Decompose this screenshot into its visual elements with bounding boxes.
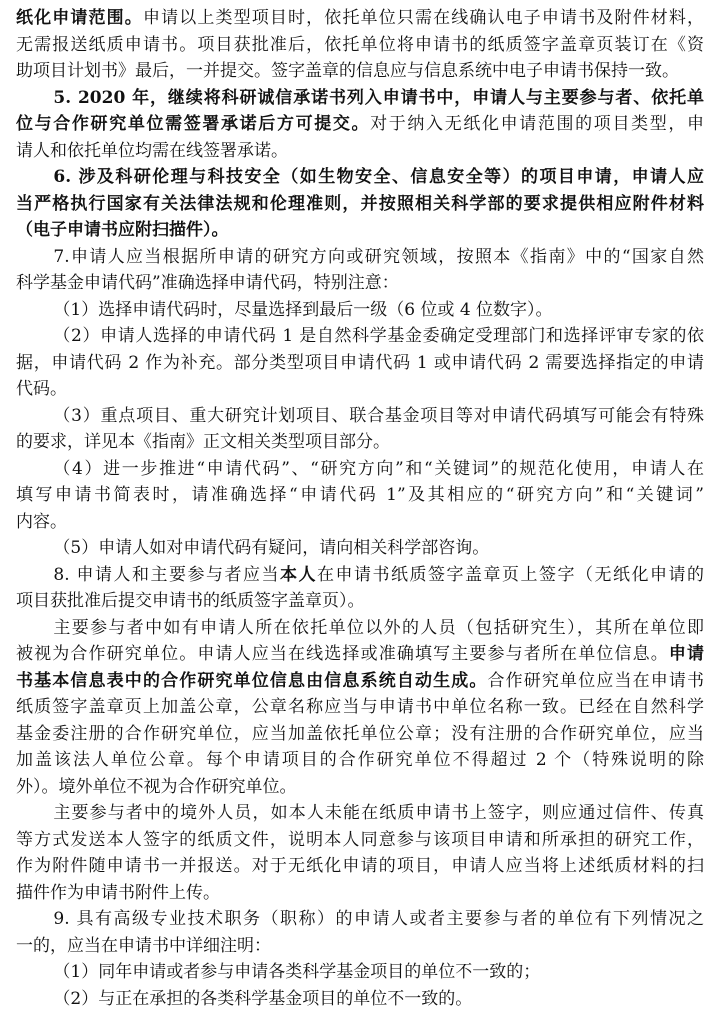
text-run: 描件作为申请书附件上传。	[16, 882, 220, 903]
text-run: 项目获批准后提交申请书的纸质签字盖章页）。	[16, 591, 365, 611]
paragraph	[16, 562, 704, 615]
text-line	[16, 429, 704, 456]
bold-text-run: 书基本信息表中的合作研究单位信息由信息系统自动生成。	[16, 670, 488, 691]
paragraph	[16, 164, 704, 244]
text-run: 纸质签字盖章页上加盖公章，公章名称应当与申请书中单位名称一致。已经在自然科学	[16, 697, 704, 717]
text-run: 9. 具有高级专业技术职务（职称）的申请人或者主要参与者的单位有下列情况之	[53, 909, 704, 929]
text-line	[16, 111, 704, 138]
text-run: 基金委注册的合作研究单位，应当加盖依托单位公章；没有注册的合作研究单位，应当	[16, 723, 704, 744]
text-line	[16, 959, 704, 986]
text-line	[16, 244, 704, 271]
text-line	[16, 191, 704, 218]
bold-text-run: 纸化申请范围。	[16, 8, 143, 28]
text-line	[16, 986, 704, 1013]
text-line	[16, 164, 704, 191]
bold-text-run: （电子申请书应附扫描件）。	[16, 220, 229, 240]
text-run: 在申请书纸质签字盖章页上签字（无纸化申请的	[317, 564, 704, 585]
text-run: 外）。境外单位不视为合作研究单位。	[16, 776, 297, 797]
text-run: 无需报送纸质申请书。项目获批准后，依托单位将申请书的纸质签字盖章页装订在《资	[16, 34, 704, 55]
text-run: 一的，应当在申请书中详细注明：	[16, 935, 271, 956]
text-line	[16, 588, 704, 615]
text-line	[16, 350, 704, 377]
text-line	[16, 774, 704, 801]
text-run: 加盖该法人单位公章。每个申请项目的合作研究单位不得超过 2 个（特殊说明的除	[16, 750, 704, 770]
bold-text-run: 6. 涉及科研伦理与科技安全（如生物安全、信息安全等）的项目申请，申请人应	[53, 167, 704, 187]
text-line	[16, 32, 704, 59]
text-run: 请人和依托单位均需在线签署承诺。	[16, 140, 288, 161]
paragraph	[16, 456, 704, 536]
paragraph	[16, 906, 704, 959]
text-line	[16, 721, 704, 748]
text-line	[16, 933, 704, 960]
paragraph	[16, 85, 704, 165]
text-run: 等方式发送本人签字的纸质文件，说明本人同意参与该项目申请和所承担的研究工作，	[16, 829, 704, 850]
text-run: 助项目计划书》最后，一并提交。签字盖章的信息应与信息系统中电子申请书保持一致。	[16, 61, 679, 81]
text-run: 合作研究单位应当在申请书	[487, 670, 704, 691]
text-run: （1）选择申请代码时，尽量选择到最后一级（6 位或 4 位数字）。	[53, 299, 553, 320]
text-line	[16, 827, 704, 854]
bold-text-run: 申请	[668, 644, 704, 664]
text-line	[16, 853, 704, 880]
text-line	[16, 297, 704, 324]
paragraph	[16, 535, 704, 562]
text-run: （4）进一步推进“申请代码”、“研究方向”和“关键词”的规范化使用，申请人在	[53, 458, 704, 479]
text-run: 对于纳入无纸化申请范围的项目类型，申	[370, 114, 704, 134]
text-run: 代码。	[16, 379, 67, 399]
paragraph	[16, 403, 704, 456]
text-line	[16, 482, 704, 509]
text-run: 8. 申请人和主要参与者应当	[53, 564, 281, 585]
bold-text-run: 位与合作研究单位需签署承诺后方可提交。	[16, 114, 371, 134]
text-run: 7.申请人应当根据所申请的研究方向或研究领域，按照本《指南》中的“国家自然	[53, 246, 704, 267]
text-run: （2）申请人选择的申请代码 1 是自然科学基金委确定受理部门和选择评审专家的依	[53, 326, 704, 346]
paragraph	[16, 959, 704, 986]
text-line	[16, 535, 704, 562]
text-line	[16, 509, 704, 536]
bold-text-run: 当严格执行国家有关法律法规和伦理准则，并按照相关科学部的要求提供相应附件材料	[16, 193, 704, 214]
paragraph	[16, 986, 704, 1013]
text-run: 据，申请代码 2 作为补充。部分类型项目申请代码 1 或申请代码 2 需要选择指定的申请	[16, 352, 704, 373]
bold-text-run: 5. 2020 年，继续将科研诚信承诺书列入申请书中，申请人与主要参与者、依托单	[53, 87, 704, 108]
text-run: （3）重点项目、重大研究计划项目、联合基金项目等对申请代码填写可能会有特殊	[53, 405, 704, 426]
text-run: 主要参与者中如有申请人所在依托单位以外的人员（包括研究生），其所在单位即	[53, 617, 704, 638]
bold-text-run: 本人	[280, 564, 318, 585]
text-line	[16, 880, 704, 907]
text-line	[16, 906, 704, 933]
paragraph	[16, 800, 704, 906]
text-line	[16, 747, 704, 774]
text-line	[16, 376, 704, 403]
text-run: （1）同年申请或者参与申请各类科学基金项目的单位不一致的；	[53, 962, 541, 982]
text-line	[16, 138, 704, 165]
text-line	[16, 694, 704, 721]
text-run: 作为附件随申请书一并报送。对于无纸化申请的项目，申请人应当将上述纸质材料的扫	[16, 856, 704, 876]
text-run: 内容。	[16, 511, 67, 532]
text-run: 填写申请书简表时，请准确选择“申请代码 1”及其相应的“研究方向”和“关键词”	[16, 485, 704, 505]
text-line	[16, 403, 704, 430]
text-line	[16, 800, 704, 827]
text-run: 被视为合作研究单位。申请人应当在线选择或准确填写主要参与者所在单位信息。	[16, 644, 669, 664]
text-run: （5）申请人如对申请代码有疑问，请向相关科学部咨询。	[53, 538, 490, 558]
text-run: 主要参与者中的境外人员，如本人未能在纸质申请书上签字，则应通过信件、传真	[53, 803, 704, 823]
paragraph	[16, 244, 704, 297]
text-line	[16, 270, 704, 297]
paragraph	[16, 323, 704, 403]
text-line	[16, 615, 704, 642]
text-run: 申请以上类型项目时，依托单位只需在线确认电子申请书及附件材料，	[142, 8, 704, 28]
text-line	[16, 217, 704, 244]
text-line	[16, 323, 704, 350]
text-line	[16, 5, 704, 32]
paragraph	[16, 5, 704, 85]
text-line	[16, 668, 704, 695]
text-line	[16, 562, 704, 589]
text-run: （2）与正在承担的各类科学基金项目的单位不一致的。	[53, 988, 473, 1009]
text-line	[16, 85, 704, 112]
text-run: 的要求，详见本《指南》正文相关类型项目部分。	[16, 432, 390, 452]
text-run: 科学基金申请代码”准确选择申请代码，特别注意：	[16, 273, 399, 293]
paragraph	[16, 615, 704, 801]
paragraph	[16, 297, 704, 324]
text-line	[16, 456, 704, 483]
text-line	[16, 641, 704, 668]
text-line	[16, 58, 704, 85]
